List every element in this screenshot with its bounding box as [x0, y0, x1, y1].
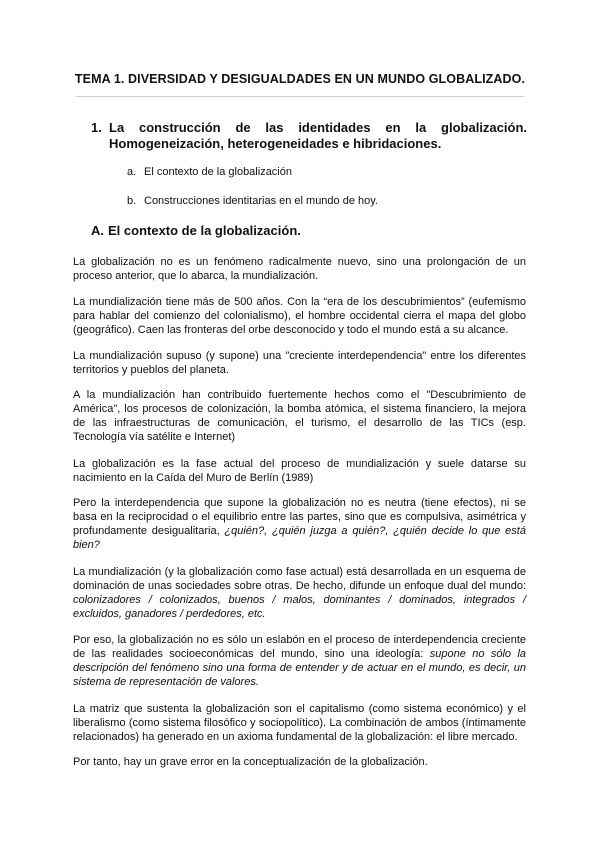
subitem-a [127, 166, 292, 178]
paragraph-emphasis: supone no sólo la [429, 648, 527, 660]
paragraph-8 [73, 633, 526, 689]
section-a-text: El contexto de la globalización. [108, 223, 301, 238]
paragraph-text: de las realidades socioeconómicas del mundo, sino una ideología: [73, 648, 424, 660]
paragraph-7 [73, 565, 526, 621]
paragraph-line: A la mundialización han contribuido fuertemente hechos como el "Descubrimiento de [73, 389, 526, 401]
subitem-a-text: El contexto de la globalización [144, 166, 292, 178]
paragraph-line [73, 524, 526, 538]
paragraph-6 [73, 496, 526, 552]
paragraph-questions: ¿quién?, ¿quién juzga a quién?, ¿quién decide lo que está [224, 525, 526, 537]
paragraph-line: nacimiento en la Caída del Muro de Berlín (1989) [73, 472, 314, 484]
paragraph-2 [73, 295, 526, 337]
paragraph-line: La globalización no es un fenómeno radicalmente nuevo, sino una prolongación de un [73, 256, 526, 268]
paragraph-line: excluidos, ganadores / perdedores, etc. [73, 608, 266, 620]
paragraph-line: sistema de representación de valores. [73, 676, 259, 688]
paragraph-line: Pero la interdependencia que supone la globalización no es neutra (tiene efectos), ni se [73, 497, 526, 509]
paragraph-line: colonizadores / colonizados, buenos / malos, dominantes / dominados, integrados / [73, 594, 526, 606]
subitem-b-marker: b. [127, 195, 137, 207]
paragraph-line: Por eso, la globalización no es sólo un eslabón en el proceso de interdependencia creciente [73, 634, 526, 646]
subitem-b [127, 195, 378, 207]
paragraph-line: Por tanto, hay un grave error en la conceptualización de la globalización. [73, 756, 428, 768]
paragraph-line: liberalismo (como sistema filosófico y sociopolítico). La combinación de ambos (íntimamente [73, 717, 526, 729]
document-title: TEMA 1. DIVERSIDAD Y DESIGUALDADES EN UN MUNDO GLOBALIZADO. [74, 72, 526, 86]
paragraph-line: bien? [73, 539, 100, 551]
paragraph-line: (geográfico). Caen las fronteras del orbe desconocido y todo el mundo está a su alcance. [73, 324, 509, 336]
paragraph-line: dominación de unas sociedades sobre otras. De hecho, difunde un enfoque dual del mundo: [73, 580, 526, 592]
paragraph-line: La globalización es la fase actual del proceso de mundialización y suele datarse su [73, 458, 526, 470]
paragraph-line: La mundialización supuso (y supone) una "creciente interdependencia" entre los diferentes [73, 350, 526, 362]
paragraph-line: La mundialización tiene más de 500 años. Con la “era de los descubrimientos” (eufemismo [73, 296, 526, 308]
paragraph-4 [73, 388, 526, 444]
subitem-b-text: Construcciones identitarias en el mundo de hoy. [144, 195, 378, 207]
section-1-line-1: La construcción de las identidades en la globalización. [109, 120, 527, 135]
paragraph-line: La mundialización (y la globalización como fase actual) está desarrollada en un esquema de [73, 566, 526, 578]
section-a-marker: A. [91, 223, 104, 238]
section-a-heading [91, 223, 301, 238]
paragraph-text: profundamente desigualitaria, [73, 525, 220, 537]
section-1-text [109, 120, 527, 152]
paragraph-line: Tecnología vía satélite e Internet) [73, 431, 236, 443]
paragraph-10 [73, 755, 526, 769]
section-1-heading [91, 120, 527, 152]
section-1-line-2: Homogeneización, heterogeneidades e hibridaciones. [109, 136, 442, 151]
paragraph-line [73, 647, 526, 661]
paragraph-5 [73, 457, 526, 485]
paragraph-3 [73, 349, 526, 377]
paragraph-line: proceso anterior, que lo abarca, la mundialización. [73, 270, 319, 282]
paragraph-line: La matriz que sustenta la globalización son el capitalismo (como sistema económico) y el [73, 703, 526, 715]
paragraph-line: de las infraestructuras de comunicación, el turismo, el desarrollo de las TICs (esp. [73, 417, 526, 429]
paragraph-line: descripción del fenómeno sino una forma de entender y de actuar en el mundo, es decir, un [73, 662, 526, 674]
paragraph-line: relacionados) ha generado en un axioma fundamental de la globalización: el libre mercado. [73, 731, 518, 743]
title-divider [76, 96, 524, 97]
section-1-number: 1. [91, 120, 102, 135]
paragraph-line: territorios y pueblos del planeta. [73, 364, 229, 376]
paragraph-line: América", los procesos de colonización, la bomba atómica, el sistema financiero, la mejora [73, 403, 526, 415]
paragraph-9 [73, 702, 526, 744]
paragraph-line: para hablar del comienzo del colonialismo), el hombre occidental cierra el mapa del globo [73, 310, 526, 322]
paragraph-1 [73, 255, 526, 283]
subitem-a-marker: a. [127, 166, 137, 178]
paragraph-line: basa en la reciprocidad o el equilibrio entre las partes, sino que es compulsiva, asimétrica y [73, 511, 526, 523]
